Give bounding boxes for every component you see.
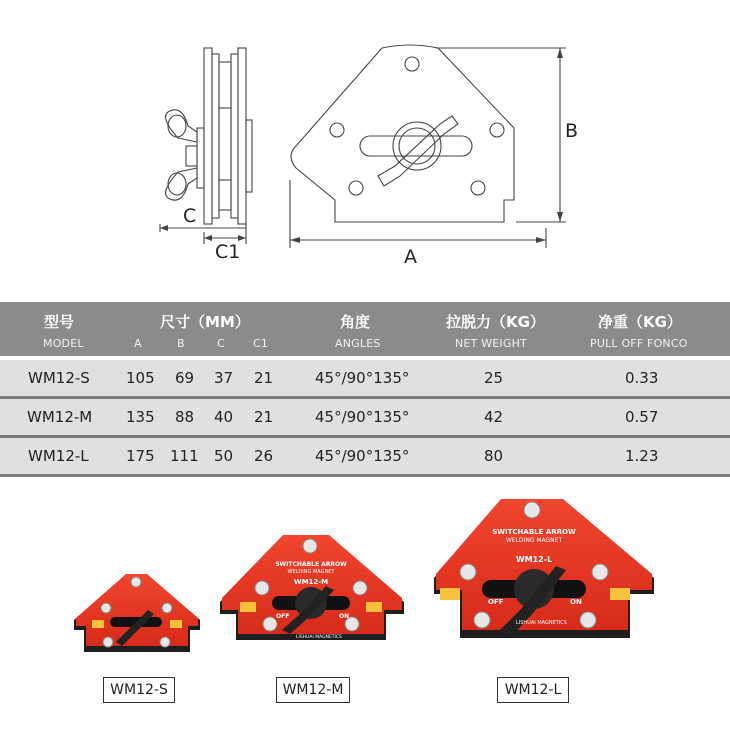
cell-pull: 80	[484, 447, 504, 465]
product-l-banner2: WELDING MAGNET	[505, 537, 563, 544]
technical-drawing	[0, 0, 730, 290]
header-size-c: C	[217, 337, 225, 350]
cell-c: 40	[214, 408, 234, 426]
cell-pull: 42	[484, 408, 504, 426]
front-view	[290, 45, 566, 248]
dim-label-c: C	[183, 205, 197, 227]
header-size-b: B	[177, 337, 185, 350]
table-row	[0, 399, 730, 435]
cell-a: 105	[126, 369, 155, 387]
row-separator	[0, 474, 730, 477]
side-view	[160, 48, 252, 244]
header-size-c1: C1	[253, 337, 269, 350]
cell-a: 135	[126, 408, 155, 426]
product-m-brand: LISHUAI MAGNETICS	[296, 635, 342, 640]
header-pull-en: NET WEIGHT	[455, 337, 527, 350]
caption-wm12-m: WM12-M	[276, 677, 350, 703]
product-wm12-s-image	[74, 574, 200, 652]
dim-label-a: A	[404, 246, 417, 268]
cell-weight: 1.23	[625, 447, 659, 465]
drawing-svg	[0, 0, 730, 290]
product-m-off: OFF	[276, 613, 290, 620]
header-size-cn: 尺寸（MM）	[160, 313, 250, 331]
header-weight-en: PULL OFF FONCO	[590, 337, 688, 350]
caption-wm12-s: WM12-S	[103, 677, 175, 703]
cell-c1: 26	[254, 447, 274, 465]
product-l-banner: SWITCHABLE ARROW	[492, 528, 576, 536]
caption-wm12-l: WM12-L	[497, 677, 569, 703]
product-l-brand: LISHUAI MAGNETICS	[516, 620, 567, 626]
cell-b: 88	[175, 408, 195, 426]
header-size-a: A	[134, 337, 142, 350]
dim-label-c1: C1	[215, 241, 241, 263]
cell-a: 175	[126, 447, 155, 465]
cell-c: 50	[214, 447, 234, 465]
cell-b: 69	[175, 369, 195, 387]
cell-angles: 45°/90°135°	[315, 369, 410, 387]
header-model-cn: 型号	[44, 313, 75, 331]
product-m-banner: SWITCHABLE ARROW	[275, 561, 347, 568]
dim-label-b: B	[565, 120, 579, 142]
table-header	[0, 302, 730, 356]
product-l-model-tag: WM12-L	[515, 555, 553, 564]
header-angles-cn: 角度	[340, 313, 371, 331]
cell-c: 37	[214, 369, 234, 387]
cell-angles: 45°/90°135°	[315, 408, 410, 426]
header-angles-en: ANGLES	[335, 337, 381, 350]
header-weight-cn: 净重（KG）	[598, 313, 682, 331]
cell-c1: 21	[254, 408, 274, 426]
cell-b: 111	[170, 447, 199, 465]
cell-model: WM12-M	[27, 408, 93, 426]
product-wm12-m-image	[220, 535, 404, 640]
header-model-en: MODEL	[43, 337, 84, 350]
cell-model: WM12-S	[28, 369, 90, 387]
cell-angles: 45°/90°135°	[315, 447, 410, 465]
product-l-on: ON	[570, 598, 582, 606]
cell-weight: 0.33	[625, 369, 659, 387]
table-row	[0, 360, 730, 396]
product-m-on: ON	[339, 613, 350, 620]
product-m-banner2: WELDING MAGNET	[287, 569, 335, 575]
cell-pull: 25	[484, 369, 504, 387]
product-photos	[0, 490, 730, 660]
product-wm12-l-image	[434, 499, 654, 638]
cell-c1: 21	[254, 369, 274, 387]
cell-weight: 0.57	[625, 408, 659, 426]
cell-model: WM12-L	[28, 447, 89, 465]
product-m-model-tag: WM12-M	[293, 578, 329, 586]
table-row	[0, 438, 730, 474]
header-pull-cn: 拉脱力（KG）	[446, 313, 545, 331]
product-l-off: OFF	[488, 598, 504, 606]
